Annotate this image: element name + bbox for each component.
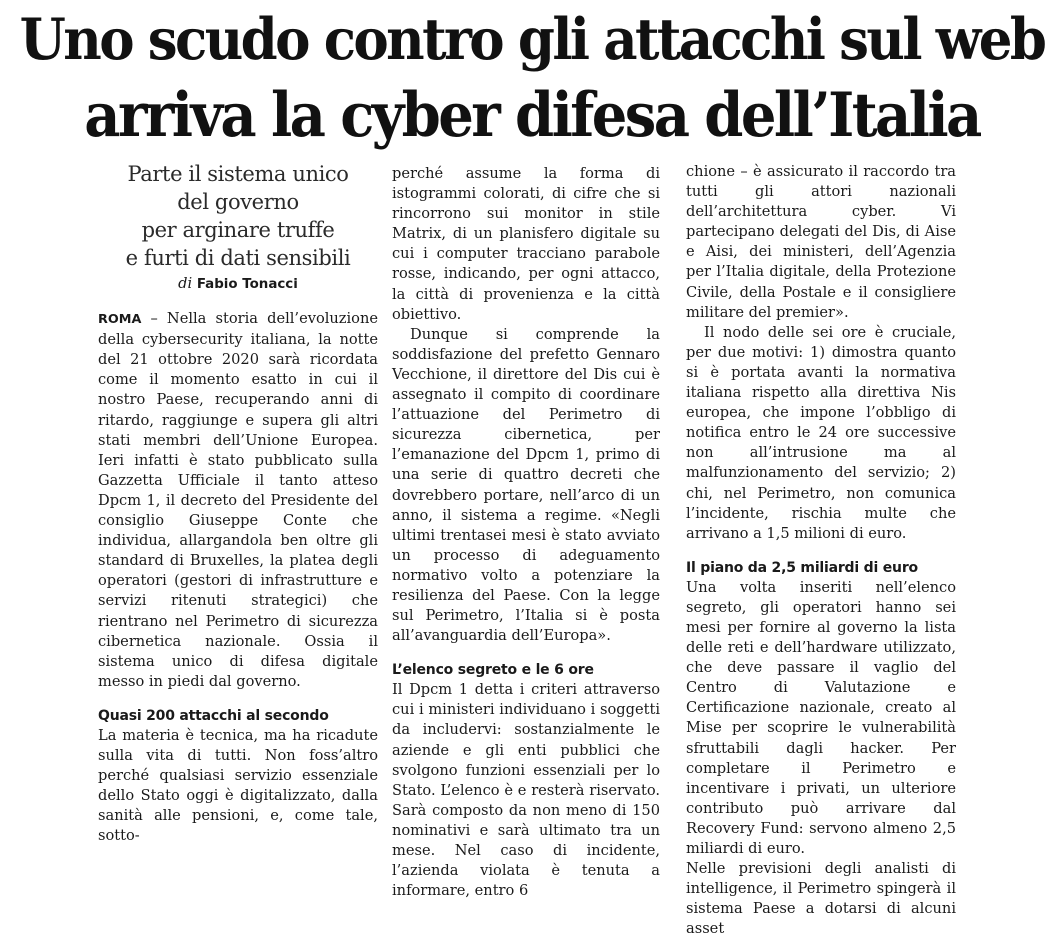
section-heading: L’elenco segreto e le 6 ore (392, 662, 594, 679)
subhead-line-1: Parte il sistema unico (127, 162, 349, 186)
dateline: ROMA (98, 312, 142, 328)
column-1 (98, 160, 378, 846)
section-heading: Il piano da 2,5 miliardi di euro (686, 559, 918, 576)
article-paragraph: Il Dpcm 1 detta i criteri attraverso cui i ministeri individuano i soggetti da includervi: sostanzialmente le aziende e gli enti pubblici che svolgono funzioni essenziali per lo Stato. L’elenco è e resterà riservato. Sarà composto da non meno di 150 nominativi e sarà ultimato tra un mese. Nel caso di incidente, l’azienda violata è tenuta a informare, entro 6 (392, 681, 660, 900)
column-2 (392, 164, 660, 901)
byline-di: di (178, 275, 193, 292)
article-paragraph: Nelle previsioni degli analisti di intelligence, il Perimetro spingerà il sistema Paese a dotarsi di alcuni asset (686, 860, 956, 938)
article-paragraph: Una volta inseriti nell’elenco segreto, gli operatori hanno sei mesi per fornire al governo la lista delle reti e dell’hardware utilizzato, che deve passare il vaglio del Centro di Valutazione e Certificazione nazionale, creato al Mise per scoprire le vulnerabilità sfruttabili dagli hacker. Per completare il Perimetro e incentivare i privati, un ulteriore contributo può arrivare dal Recovery Fund: servono almeno 2,5 miliardi di euro. (686, 578, 956, 857)
column-3 (686, 162, 956, 939)
paragraph-text: – Nella storia dell’evoluzione della cybersecurity italiana, la notte del 21 ottobre 2020 sarà ricordata come il momento esatto in cui il nostro Paese, recuperando anni di ritardo, raggiunge e supera gli altri stati membri dell’Unione Europea. Ieri infatti è stato pubblicato sulla Gazzetta Ufficiale il tanto atteso Dpcm 1, il decreto del Presidente del consiglio Giuseppe Conte che individua, allargandola ben oltre gli standard di Bruxelles, la platea degli operatori (gestori di infrastrutture e servizi ritenuti strategici) che rientrano nel Perimetro di sicurezza cibernetica nazionale. Ossia il sistema unico di difesa digitale messo in piedi dal governo. (98, 310, 378, 690)
headline (0, 2, 1064, 153)
article-paragraph: La materia è tecnica, ma ha ricadute sulla vita di tutti. Non foss’altro perché qualsiasi servizio essenziale dello Stato oggi è digitalizzato, dalla sanità alle pensioni, e, come tale, sotto- (98, 726, 378, 845)
subhead-line-4: e furti di dati sensibili (125, 246, 351, 270)
headline-line-1: Uno scudo contro gli attacchi sul web (19, 6, 1045, 74)
subheadline (98, 160, 378, 272)
byline (98, 274, 378, 295)
subhead-line-2: del governo (177, 190, 299, 214)
article-paragraph: chione – è assicurato il raccordo tra tutti gli attori nazionali dell’architettura cyber. Vi partecipano delegati del Dis, di Aise e Aisi, dei ministeri, dell’Agenzia per l’Italia digitale, della Protezione Civile, della Postale e il consigliere militare del premier». (686, 163, 956, 321)
subhead-line-3: per arginare truffe (141, 218, 335, 242)
section-heading: Quasi 200 attacchi al secondo (98, 707, 329, 724)
article-paragraph: Il nodo delle sei ore è cruciale, per due motivi: 1) dimostra quanto si è portata avanti la normativa italiana rispetto alla direttiva Nis europea, che impone l’obbligo di notifica entro le 24 ore successive non all’intrusione ma al malfunzionamento del servizio; 2) chi, nel Perimetro, non comunica l’incidente, rischia multe che arrivano a 1,5 milioni di euro. (686, 323, 956, 542)
article-paragraph (98, 309, 378, 692)
article-paragraph: perché assume la forma di istogrammi colorati, di cifre che si rincorrono sui monitor in stile Matrix, di un planisfero digitale su cui i computer tracciano parabole rosse, indicando, per ogni attacco, la città di provenienza e la città obiettivo. (392, 165, 660, 323)
headline-line-2: arriva la cyber difesa dell’Italia (84, 79, 980, 152)
byline-author: Fabio Tonacci (196, 277, 298, 292)
article-paragraph: Dunque si comprende la soddisfazione del prefetto Gennaro Vecchione, il direttore del Dis cui è assegnato il compito di coordinare l’attuazione del Perimetro di sicurezza cibernetica, per l’emanazione del Dpcm 1, primo di una serie di quattro decreti che dovrebbero portare, nell’arco di un anno, il sistema a regime. «Negli ultimi trentasei mesi è stato avviato un processo di adeguamento normativo volto a potenziare la resilienza del Paese. Con la legge sul Perimetro, l’Italia si è posta all’avanguardia dell’Europa». (392, 325, 660, 645)
